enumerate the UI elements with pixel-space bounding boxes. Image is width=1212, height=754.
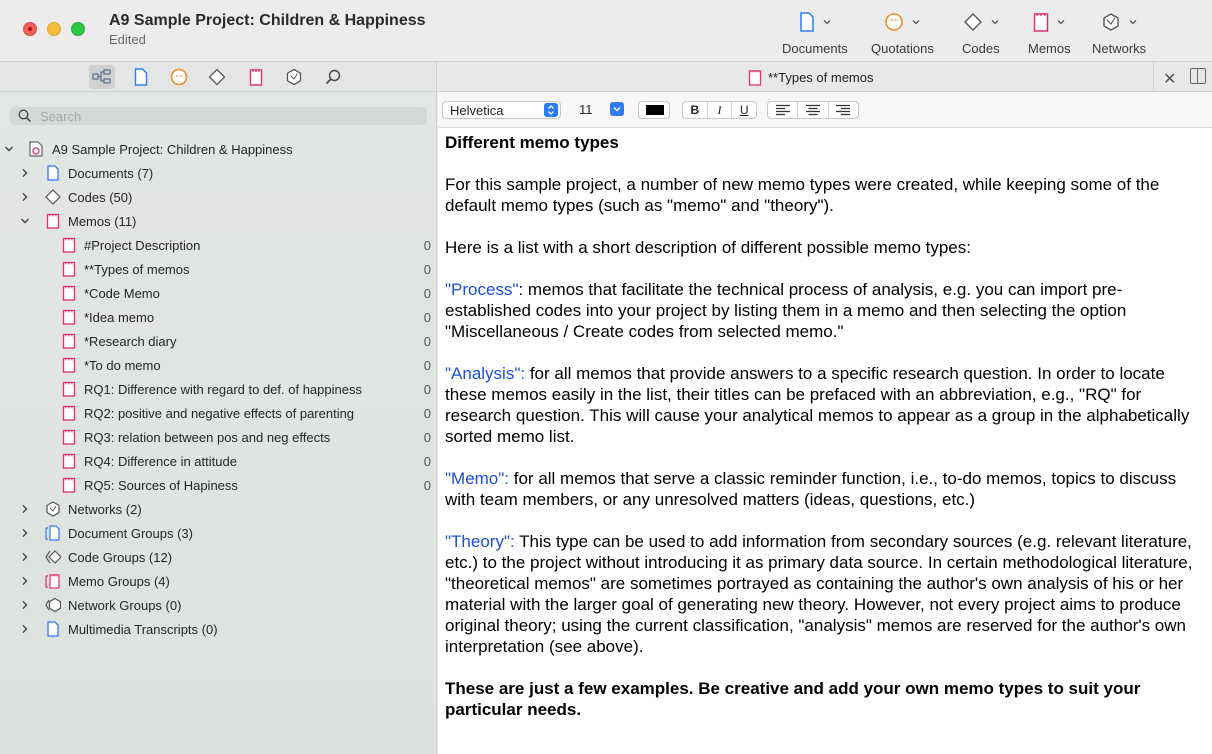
tree-row-codes[interactable] <box>0 185 437 209</box>
tree-row-label: Documents (7) <box>68 166 154 181</box>
memo-icon <box>249 68 263 86</box>
memo-closing: These are just a few examples. Be creative and add your own memo types to suit your particular needs. <box>445 679 1141 719</box>
chevron-right-icon[interactable] <box>20 504 30 514</box>
memos-toolbar-button[interactable] <box>1028 8 1071 58</box>
memo-type-description: for all memos that serve a classic reminder function, i.e., to-do memos, topics to discuss with team members, or any unresolved matters (ideas, questions, etc.) <box>445 469 1177 509</box>
memo-list-item[interactable] <box>0 233 437 257</box>
editor-tab[interactable] <box>748 69 874 86</box>
network-icon <box>285 68 303 86</box>
align-right-icon <box>835 104 851 116</box>
chevron-down-icon <box>610 102 624 116</box>
memo-item-label: *Idea memo <box>84 310 155 325</box>
documents-toolbar-button[interactable] <box>782 8 848 58</box>
memo-item-label: *Code Memo <box>84 286 160 301</box>
memo-icon <box>748 69 762 86</box>
search-field[interactable] <box>10 107 427 125</box>
memo-list-item[interactable] <box>0 377 437 401</box>
tree-row-project[interactable] <box>0 137 437 161</box>
code-group-icon <box>45 549 61 565</box>
memo-item-count: 0 <box>423 238 431 253</box>
tree-row-label: Multimedia Transcripts (0) <box>68 622 218 637</box>
memo-icon <box>61 405 77 421</box>
chevron-down-icon <box>1129 18 1137 26</box>
memo-item-count: 0 <box>423 310 431 325</box>
memo-item-count: 0 <box>423 454 431 469</box>
code-diamond-icon <box>208 68 226 86</box>
network-manager-tab[interactable] <box>281 65 307 89</box>
memo-type-description: : memos that facilitate the technical process of analysis, e.g. you can import pre-established codes into your project by listing them in a memo and then selecting the option "Miscellaneous / Create codes from selected memo." <box>445 280 1127 341</box>
memo-icon <box>61 357 77 373</box>
tree-row-label: Memo Groups (4) <box>68 574 170 589</box>
memo-paragraph <box>445 468 1205 510</box>
memo-list-item[interactable] <box>0 329 437 353</box>
memo-manager-tab[interactable] <box>243 65 269 89</box>
format-toolbar <box>438 92 1212 128</box>
text-color-well[interactable] <box>638 101 670 119</box>
memo-icon <box>61 237 77 253</box>
memo-text-area[interactable] <box>445 132 1205 741</box>
memo-item-label: *Research diary <box>84 334 177 349</box>
memo-paragraph: Here is a list with a short description of different possible memo types: <box>445 238 971 257</box>
memo-item-label: RQ4: Difference in attitude <box>84 454 237 469</box>
network-icon <box>1101 12 1121 32</box>
project-icon <box>28 141 44 157</box>
codes-toolbar-label: Codes <box>962 41 1000 56</box>
tree-row-documents[interactable] <box>0 161 437 185</box>
memo-paragraph <box>445 363 1205 447</box>
memo-icon <box>61 261 77 277</box>
chevron-right-icon[interactable] <box>20 168 30 178</box>
chevron-right-icon[interactable] <box>20 552 30 562</box>
memo-list-item[interactable] <box>0 449 437 473</box>
quotation-manager-tab[interactable] <box>166 65 192 89</box>
document-icon <box>799 12 815 32</box>
code-diamond-icon <box>45 189 61 205</box>
tree-row-label: Networks (2) <box>68 502 142 517</box>
code-manager-tab[interactable] <box>204 65 230 89</box>
chevron-down-icon[interactable] <box>20 216 30 226</box>
memo-icon <box>61 285 77 301</box>
chevron-right-icon[interactable] <box>20 600 30 610</box>
navigator-toolbar <box>0 62 437 92</box>
tree-row-label: Document Groups (3) <box>68 526 193 541</box>
tree-row-label: Network Groups (0) <box>68 598 182 613</box>
tree-row-label: A9 Sample Project: Children & Happiness <box>52 142 293 157</box>
memo-icon <box>1033 12 1049 32</box>
text-style-group <box>682 101 757 119</box>
memo-icon <box>61 333 77 349</box>
updown-arrows-icon <box>544 103 558 117</box>
quotations-toolbar-label: Quotations <box>871 41 934 56</box>
svg-text:“”: “” <box>890 18 899 27</box>
memo-icon <box>61 309 77 325</box>
memo-list-item[interactable] <box>0 281 437 305</box>
memo-icon <box>61 453 77 469</box>
search-input[interactable] <box>40 107 410 125</box>
align-left-button[interactable] <box>768 102 797 118</box>
quotations-toolbar-button[interactable] <box>871 8 934 58</box>
split-view-button[interactable] <box>1190 68 1206 84</box>
tree-row-code-groups[interactable] <box>0 545 437 569</box>
memo-item-count: 0 <box>423 382 431 397</box>
memo-item-count: 0 <box>423 478 431 493</box>
memo-icon <box>45 213 61 229</box>
align-center-icon <box>805 104 821 116</box>
chevron-right-icon[interactable] <box>20 576 30 586</box>
tree-row-document-groups[interactable] <box>0 521 437 545</box>
window-title: A9 Sample Project: Children & Happiness <box>109 12 426 29</box>
chevron-down-icon <box>823 18 831 26</box>
memo-item-count: 0 <box>423 430 431 445</box>
align-center-button[interactable] <box>797 102 827 118</box>
tree-row-networks[interactable] <box>0 497 437 521</box>
chevron-right-icon[interactable] <box>20 192 30 202</box>
document-group-icon <box>45 525 61 541</box>
memo-item-count: 0 <box>423 334 431 349</box>
network-icon <box>45 501 61 517</box>
zoom-window-button[interactable] <box>71 22 85 36</box>
align-right-button[interactable] <box>828 102 858 118</box>
memo-icon <box>61 429 77 445</box>
memo-list-item[interactable] <box>0 473 437 497</box>
editor-tab-bar <box>438 62 1212 92</box>
project-explorer-tab[interactable] <box>89 65 115 89</box>
underline-button[interactable]: U <box>731 102 756 118</box>
alignment-group <box>767 101 859 119</box>
memo-paragraph: For this sample project, a number of new memo types were created, while keeping some of the default memo types (such as "memo" and "theory"). <box>445 175 1160 215</box>
minimize-window-button[interactable] <box>47 22 61 36</box>
documents-toolbar-label: Documents <box>782 41 848 56</box>
svg-text:“”: “” <box>175 74 183 82</box>
memo-list-item[interactable] <box>0 401 437 425</box>
memo-icon <box>61 477 77 493</box>
memo-group-icon <box>45 573 61 589</box>
quotation-icon <box>884 12 904 32</box>
tree-row-memo-groups[interactable] <box>0 569 437 593</box>
align-left-icon <box>775 104 791 116</box>
memo-list-item[interactable] <box>0 425 437 449</box>
networks-toolbar-label: Networks <box>1092 41 1147 56</box>
memo-type-term: "Memo": <box>445 469 510 488</box>
font-size-value: 11 <box>579 102 593 117</box>
memo-item-label: RQ2: positive and negative effects of parenting <box>84 406 355 421</box>
memo-paragraph <box>445 279 1205 342</box>
project-navigator <box>0 62 437 754</box>
memo-list-item[interactable] <box>0 305 437 329</box>
tree-row-label: Code Groups (12) <box>68 550 173 565</box>
chevron-down-icon[interactable] <box>4 144 14 154</box>
memo-icon <box>61 381 77 397</box>
memo-list-item[interactable] <box>0 257 437 281</box>
bold-button[interactable]: B <box>690 103 700 117</box>
memo-item-count: 0 <box>423 358 431 373</box>
memo-editor <box>438 62 1212 754</box>
memo-type-term: "Theory": <box>445 532 515 551</box>
memo-type-description: for all memos that provide answers to a specific research question. In order to locate these memos easily in the list, their titles can be prefaced with an abbreviation, e.g., "RQ" for research question. This will cause your analytical memos to appear as a group in the alphabetically sorted memo list. <box>445 364 1190 446</box>
tree-row-network-groups[interactable] <box>0 593 437 617</box>
memo-item-label: RQ3: relation between pos and neg effects <box>84 430 331 445</box>
memo-heading: Different memo types <box>445 133 619 152</box>
window-subtitle: Edited <box>109 32 146 47</box>
search-icon <box>18 109 32 123</box>
memo-item-label: RQ5: Sources of Hapiness <box>84 478 238 493</box>
tree-row-label: Memos (11) <box>68 214 137 229</box>
chevron-down-icon <box>912 18 920 26</box>
italic-button[interactable]: I <box>707 102 732 118</box>
document-manager-tab[interactable] <box>128 65 154 89</box>
close-window-button[interactable] <box>23 22 37 36</box>
title-bar <box>0 0 1212 62</box>
memo-type-term: "Process" <box>445 280 519 299</box>
font-size-select[interactable] <box>576 101 626 119</box>
memo-item-label: RQ1: Difference with regard to def. of happiness <box>84 382 362 397</box>
search-icon <box>325 69 341 85</box>
document-icon <box>134 68 148 86</box>
memo-paragraph <box>445 531 1205 657</box>
close-tab-button[interactable]: ✕ <box>1163 71 1177 88</box>
quotation-icon <box>170 68 188 86</box>
network-group-icon <box>45 597 61 613</box>
code-diamond-icon <box>963 12 983 32</box>
font-family-value: Helvetica <box>450 103 504 118</box>
memo-item-count: 0 <box>423 286 431 301</box>
codes-toolbar-button[interactable] <box>962 8 1000 58</box>
tree-icon <box>92 69 112 85</box>
chevron-right-icon[interactable] <box>20 624 30 634</box>
memo-item-label: *To do memo <box>84 358 161 373</box>
font-family-select[interactable] <box>442 101 561 119</box>
memo-list-item[interactable] <box>0 353 437 377</box>
memo-type-term: "Analysis": <box>445 364 526 383</box>
transcript-icon <box>45 621 61 637</box>
memo-item-count: 0 <box>423 262 431 277</box>
memo-item-count: 0 <box>423 406 431 421</box>
memo-type-description: This type can be used to add information from secondary sources (e.g. relevant literature, etc.) to the project without introducing it as primary data source. In certain methodological literature, "theoretical memos" are sometimes portrayed as containing the author's own analysis of his or her material with the larger goal of generating new theory. However, not every project aims to produce original theory; using the current classification, "analysis" memos are reserved for the author's own interpretation (see above). <box>445 532 1193 656</box>
tree-row-multimedia-transcripts[interactable] <box>0 617 437 641</box>
chevron-right-icon[interactable] <box>20 528 30 538</box>
editor-tab-title: **Types of memos <box>768 70 874 85</box>
tab-divider <box>1153 62 1154 92</box>
tree-row-memos[interactable] <box>0 209 437 233</box>
chevron-down-icon <box>991 18 999 26</box>
document-icon <box>45 165 61 181</box>
chevron-down-icon <box>1057 18 1065 26</box>
memo-item-label: **Types of memos <box>84 262 190 277</box>
memos-toolbar-label: Memos <box>1028 41 1071 56</box>
search-tab[interactable] <box>320 65 346 89</box>
tree-row-label: Codes (50) <box>68 190 133 205</box>
networks-toolbar-button[interactable] <box>1092 8 1146 58</box>
memo-item-label: #Project Description <box>84 238 201 253</box>
